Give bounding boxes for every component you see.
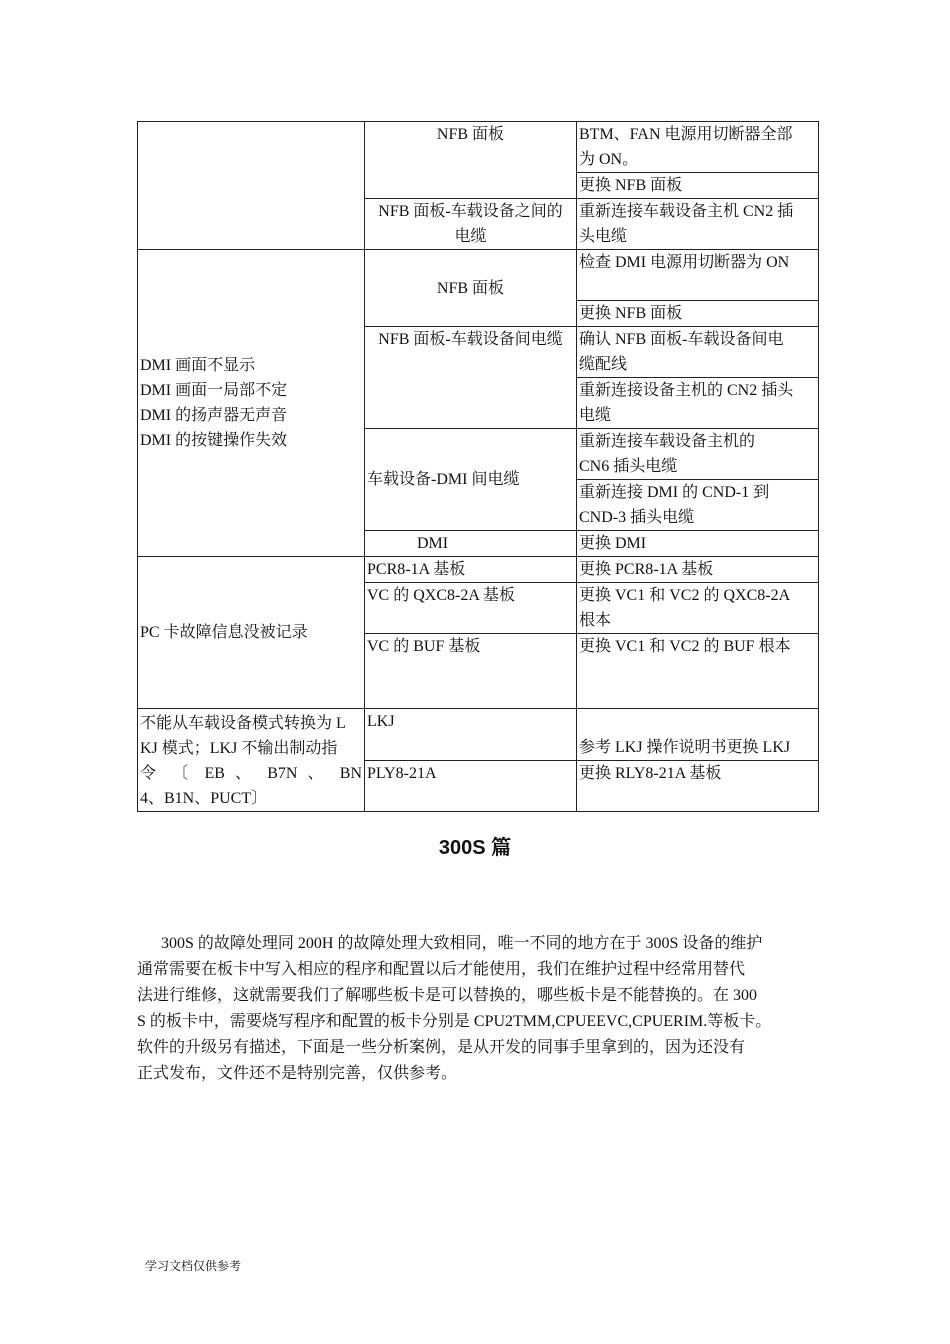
action-cell: 更换 VC1 和 VC2 的 BUF 根本 (577, 634, 819, 709)
part-cell: NFB 面板 (365, 250, 577, 327)
action-cell: 重新连接设备主机的 CN2 插头 电缆 (577, 378, 819, 429)
body-paragraph: 300S 的故障处理同 200H 的故障处理大致相同，唯一不同的地方在于 300S 设备的维护 通常需要在板卡中写入相应的程序和配置以后才能使用，我们在维护过程中经常用替代 法进行维修，这就需要我们了解哪些板卡是可以替换的，哪些板卡是不能替换的。在 300 S 的板卡中，需要烧写程序和配置的板卡分别是 CPU2TMM,CPUEEVC,CPUERIM.等板卡。 软件的升级另有描述，下面是一些分析案例，是从开发的同事手里拿到的，因为还没有 正式发布，文件还不是特别完善，仅供参考。 (137, 935, 772, 1082)
action-cell: 确认 NFB 面板-车载设备间电 缆配线 (577, 327, 819, 378)
part-cell: VC 的 BUF 基板 (365, 634, 577, 709)
symptom-cell (138, 122, 365, 250)
action-cell: 重新连接车载设备主机 CN2 插 头电缆 (577, 199, 819, 250)
symptom-cell: DMI 画面不显示 DMI 画面一局部不定 DMI 的扬声器无声音 DMI 的按键操作失效 (138, 250, 365, 557)
action-cell: 重新连接 DMI 的 CND-1 到 CND-3 插头电缆 (577, 480, 819, 531)
part-cell: NFB 面板-车载设备之间的 电缆 (365, 199, 577, 250)
action-cell: 更换 PCR8-1A 基板 (577, 557, 819, 583)
fault-table (137, 121, 819, 812)
action-cell: BTM、FAN 电源用切断器全部 为 ON。 (577, 122, 819, 173)
action-cell: 检查 DMI 电源用切断器为 ON (577, 250, 819, 301)
action-cell: 更换 VC1 和 VC2 的 QXC8-2A 根本 (577, 583, 819, 634)
table-row (138, 122, 819, 173)
part-cell: NFB 面板 (365, 122, 577, 199)
action-cell: 更换 NFB 面板 (577, 301, 819, 327)
action-cell: 参考 LKJ 操作说明书更换 LKJ (577, 709, 819, 761)
table-row (138, 557, 819, 583)
action-cell: 更换 NFB 面板 (577, 173, 819, 199)
action-cell: 更换 DMI (577, 531, 819, 557)
part-cell: LKJ (365, 709, 577, 761)
symptom-cell: PC 卡故障信息没被记录 (138, 557, 365, 709)
part-cell: 车载设备-DMI 间电缆 (365, 429, 577, 531)
symptom-cell: 不能从车载设备模式转换为 L KJ 模式；LKJ 不输出制动指 令 〔 EB 、 B7N 、 BN 4、B1N、PUCT〕 (138, 709, 365, 812)
table-row (138, 250, 819, 301)
action-cell: 重新连接车载设备主机的 CN6 插头电缆 (577, 429, 819, 480)
footer-note: 学习文档仅供参考 (145, 1259, 242, 1273)
table-row (138, 709, 819, 761)
part-cell: VC 的 QXC8-2A 基板 (365, 583, 577, 634)
section-title: 300S 篇 (438, 837, 512, 859)
part-cell: NFB 面板-车载设备间电缆 (365, 327, 577, 429)
part-cell: DMI (365, 531, 577, 557)
action-cell: 更换 RLY8-21A 基板 (577, 760, 819, 812)
part-cell: PCR8-1A 基板 (365, 557, 577, 583)
part-cell: PLY8-21A (365, 760, 577, 812)
